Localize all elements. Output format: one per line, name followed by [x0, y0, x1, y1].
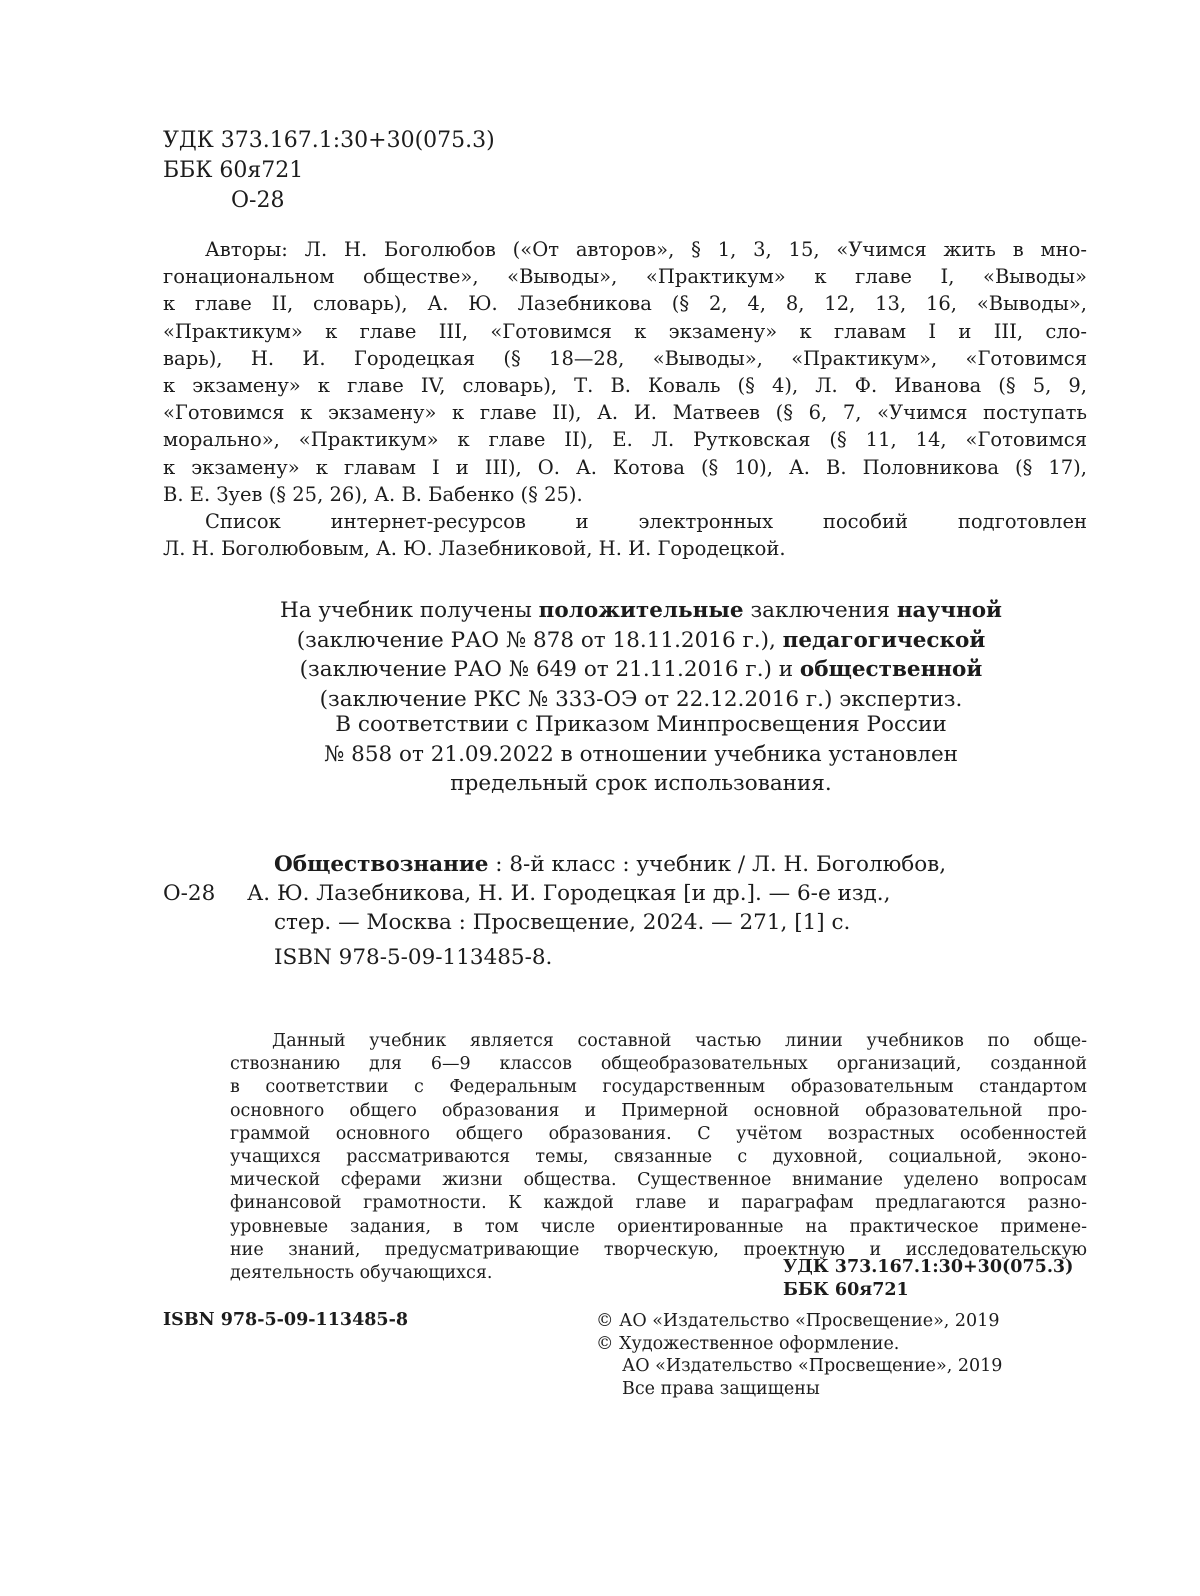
annotation-line: ствознанию для 6—9 классов общеобразовательных организаций, созданной [230, 1054, 1087, 1075]
biblio-line [163, 879, 1087, 908]
annotation-line: мической сферами жизни общества. Существенное внимание уделено вопросам [230, 1170, 1087, 1191]
authors-line: Авторы: Л. Н. Боголюбов («От авторов», § 1, 3, 15, «Учимся жить в мно- [205, 238, 1087, 261]
biblio-line [163, 850, 1087, 879]
order-line: № 858 от 21.09.2022 в отношении учебника установлен [323, 741, 959, 767]
bbk-code: ББК 60я721 [783, 1280, 909, 1300]
biblio-line: стер. — Москва : Просвещение, 2024. — 271, [1] с. [274, 910, 851, 935]
authors-line: варь), Н. И. Городецкая (§ 18—28, «Выводы», «Практикум», «Готовимся [163, 346, 1087, 370]
copyright-line: © Художественное оформление. [596, 1333, 900, 1354]
authors-line: к экзамену» к главе IV, словарь), Т. В. Коваль (§ 4), Л. Ф. Иванова (§ 5, 9, [163, 374, 1087, 398]
annotation-line: учащихся рассматриваются темы, связанные с духовной, социальной, эконо- [230, 1147, 1087, 1168]
annotation-line: основного общего образования и Примерной основной образовательной про- [230, 1100, 1087, 1121]
reviews-block [226, 596, 1056, 714]
reviews-line [226, 626, 1056, 656]
udk-code: УДК 373.167.1:30+30(075.3) [163, 128, 495, 153]
classification-footer [783, 1256, 1073, 1302]
authors-line: «Готовимся к экзамену» к главе II), А. И. Матвеев (§ 6, 7, «Учимся поступать [163, 401, 1087, 425]
authors-line: В. Е. Зуев (§ 25, 26), А. В. Бабенко (§ 25). [163, 482, 583, 506]
bold-text: научной [896, 598, 1003, 623]
annotation-line: граммой основного общего образования. С учётом возрастных особенностей [230, 1123, 1087, 1144]
annotation-block [230, 1030, 1087, 1285]
order-line: предельный срок использования. [450, 771, 832, 796]
author-sign-code: О-28 [163, 881, 216, 906]
authors-line: гонациональном обществе», «Выводы», «Практикум» к главе I, «Выводы» [163, 265, 1087, 289]
text: заключения [743, 598, 897, 623]
text: А. Ю. Лазебникова, Н. И. Городецкая [и др.]. — 6-е изд., [247, 881, 891, 906]
classification-header [163, 126, 495, 216]
isbn: ISBN 978-5-09-113485-8. [274, 945, 553, 970]
udk-code: УДК 373.167.1:30+30(075.3) [783, 1257, 1074, 1277]
resources-line: Список интернет-ресурсов и электронных пособий подготовлен [205, 510, 1087, 534]
reviews-line [226, 655, 1056, 685]
reviews-line [226, 596, 1056, 626]
authors-line: к экзамену» к главам I и III), О. А. Котова (§ 10), А. В. Половникова (§ 17), [163, 455, 1087, 479]
authors-block [163, 236, 1087, 562]
ministry-order-block [226, 710, 1056, 799]
annotation-line: ние знаний, предусматривающие творческую, проектную и исследовательскую [230, 1239, 1087, 1260]
authors-line: «Практикум» к главе III, «Готовимся к экзамену» к главам I и III, сло- [163, 319, 1087, 343]
bold-text: положительные [538, 598, 744, 623]
bold-text: педагогической [782, 627, 986, 653]
authors-line: к главе II, словарь), А. Ю. Лазебникова (§ 2, 4, 8, 12, 13, 16, «Выводы», [163, 292, 1087, 316]
bibliographic-record [163, 850, 1087, 972]
text: (заключение РАО № 878 от 18.11.2016 г.), [296, 627, 783, 653]
copyright-line: АО «Издательство «Просвещение», 2019 [622, 1356, 1003, 1376]
book-title: Обществознание [274, 852, 489, 877]
author-sign-code: О-28 [231, 188, 285, 213]
rights-reserved: Все права защищены [622, 1378, 820, 1399]
order-line: В соответствии с Приказом Минпросвещения России [335, 712, 947, 737]
bbk-code: ББК 60я721 [163, 158, 304, 183]
authors-line: морально», «Практикум» к главе II), Е. Л. Рутковская (§ 11, 14, «Готовимся [163, 428, 1087, 452]
resources-line: Л. Н. Боголюбовым, А. Ю. Лазебниковой, Н. И. Городецкой. [163, 537, 786, 561]
bold-text: общественной [799, 657, 983, 682]
footer-isbn: ISBN 978-5-09-113485-8 [163, 1310, 409, 1330]
text: (заключение РАО № 649 от 21.11.2016 г.) и [299, 657, 800, 682]
annotation-line: деятельность обучающихся. [230, 1263, 493, 1284]
annotation-line: уровневые задания, в том числе ориентированные на практическое примене- [230, 1216, 1087, 1237]
reviews-line: (заключение РКС № 333-ОЭ от 22.12.2016 г.) экспертиз. [319, 686, 963, 712]
annotation-line: Данный учебник является составной частью линии учебников по обще- [272, 1031, 1087, 1051]
annotation-line: финансовой грамотности. К каждой главе и параграфам предлагаются разно- [230, 1193, 1087, 1214]
text: На учебник получены [279, 598, 539, 623]
text: : 8-й класс : учебник / Л. Н. Боголюбов, [488, 852, 947, 877]
copyright-block [596, 1310, 1002, 1400]
copyright-line: © АО «Издательство «Просвещение», 2019 [596, 1311, 1000, 1331]
annotation-line: в соответствии с Федеральным государственным образовательным стандартом [230, 1077, 1087, 1098]
